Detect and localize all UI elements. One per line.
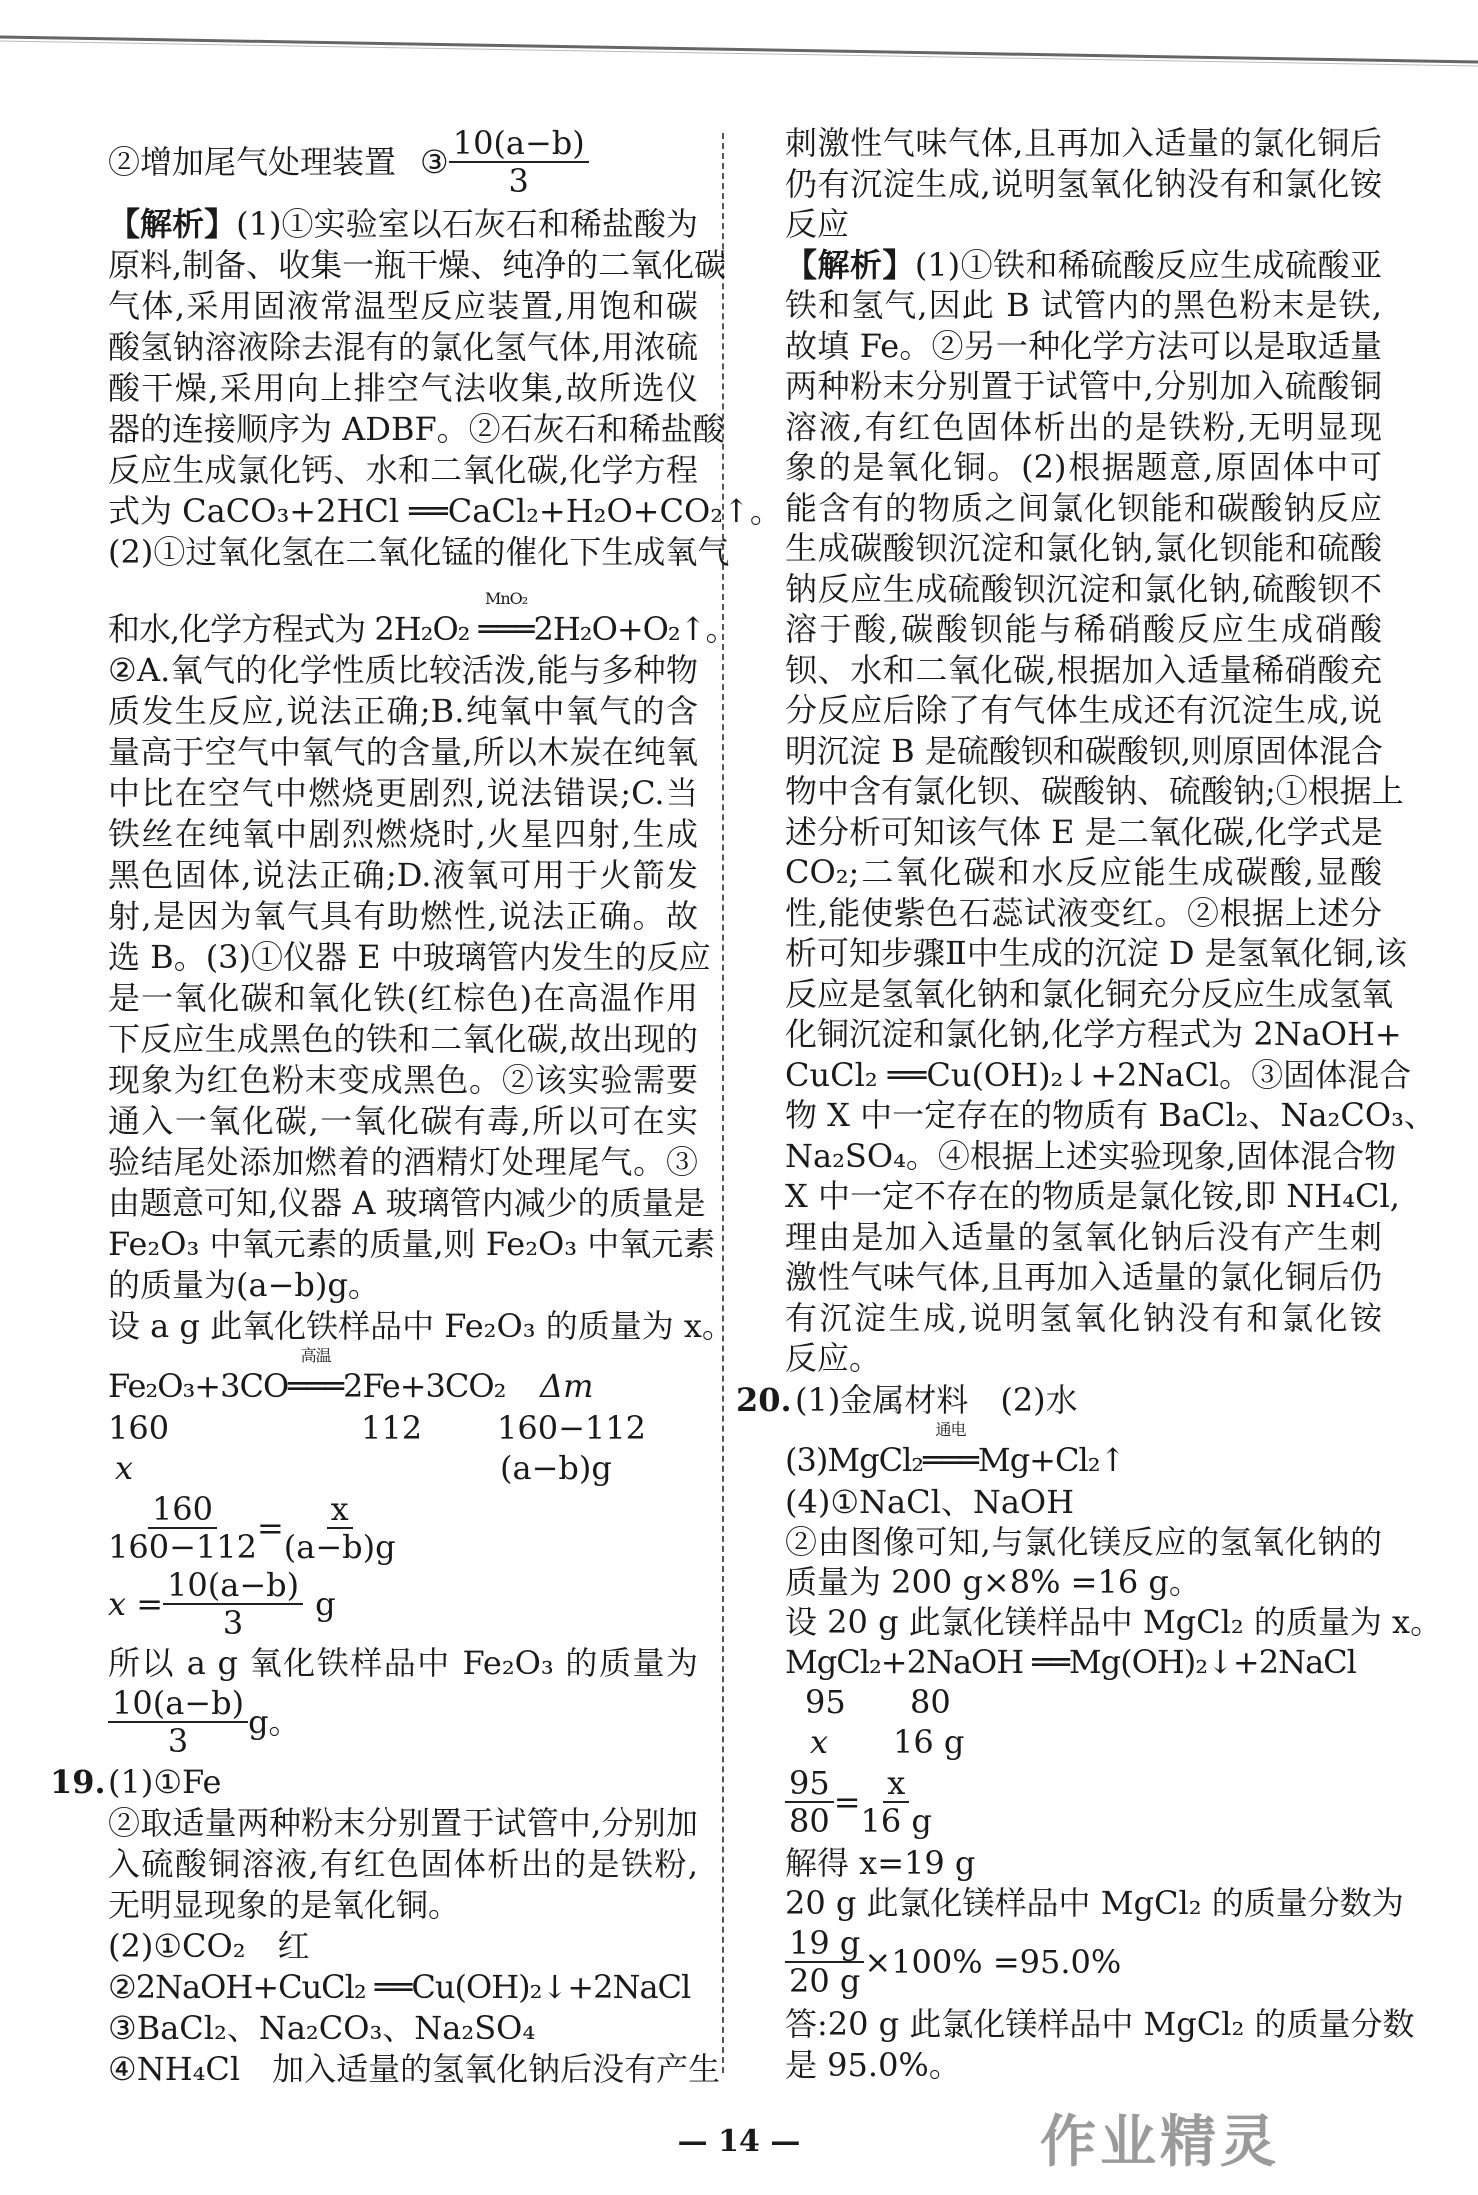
left-analysis-line: 选 B。(3)①仪器 E 中玻璃管内发生的反应 xyxy=(108,938,711,976)
right-analysis-line: CO₂;二氧化碳和水反应能生成碳酸,显酸 xyxy=(785,853,1382,891)
left-analysis-line: 器的连接顺序为 ADBF。②石灰石和稀盐酸 xyxy=(108,410,725,448)
left-analysis-line: 原料,制备、收集一瓶干燥、纯净的二氧化碳 xyxy=(108,246,727,284)
question-number-20: 20. xyxy=(736,1381,792,1419)
left-analysis-line: 中比在空气中燃烧更剧烈,说法错误;C.当 xyxy=(108,774,698,812)
right-analysis-line: X 中一定不存在的物质是氯化铵,即 NH₄Cl, xyxy=(785,1177,1400,1215)
left-analysis-line: 酸氢钠溶液除去混有的氯化氢气体,用浓硫 xyxy=(108,328,698,366)
q20-line: 设 20 g 此氯化镁样品中 MgCl₂ 的质量为 x。 xyxy=(785,1603,1443,1641)
reaction-condition: 通电 xyxy=(935,1420,966,1439)
electrolysis-equation xyxy=(785,1420,1126,1480)
right-analysis-line: 生成碳酸钡沉淀和氯化钠,氯化钡能和硫酸 xyxy=(785,529,1382,567)
left-analysis-line xyxy=(108,589,737,649)
q20-line: MgCl₂+2NaOH ══Mg(OH)₂↓+2NaCl xyxy=(785,1643,1356,1681)
dash: — xyxy=(677,2124,708,2159)
right-analysis-line: 溶于酸,碳酸钡能与稀硝酸反应生成硝酸 xyxy=(785,610,1382,648)
molar-mass-naoh: 80 xyxy=(910,1683,951,1721)
top-answer-circ: ③ xyxy=(420,143,449,181)
right-analysis-line: 钠反应生成硫酸钡沉淀和氯化钠,硫酸钡不 xyxy=(785,569,1382,608)
mass-difference: 160−112 xyxy=(497,1409,646,1447)
right-analysis-line: Na₂SO₄。④根据上述实验现象,固体混合物 xyxy=(785,1136,1397,1175)
q20-line: 解得 x=19 g xyxy=(785,1844,976,1882)
right-analysis-line: 反应。 xyxy=(785,1339,882,1377)
right-analysis-line: CuCl₂ ══Cu(OH)₂↓+2NaCl。③固体混合 xyxy=(785,1055,1412,1094)
molar-mass-fe: 112 xyxy=(361,1409,423,1447)
equals-sign: ═══ xyxy=(923,1441,978,1479)
right-analysis-line: 激性气味气体,且再加入适量的氯化铜后仍 xyxy=(785,1258,1382,1296)
watermark-stamp: 作业精灵 xyxy=(1040,2109,1280,2175)
left-analysis-line: Fe₂O₃ 中氧元素的质量,则 Fe₂O₃ 中氧元素 xyxy=(108,1225,716,1263)
left-analysis-line: 质发生反应,说法正确;B.纯氧中氧气的含 xyxy=(108,692,698,730)
delta-m-label: Δm xyxy=(540,1367,594,1405)
left-analysis-line: 通入一氧化碳,一氧化碳有毒,所以可在实 xyxy=(108,1102,698,1140)
q20-line: ②由图像可知,与氯化镁反应的氢氧化钠的 xyxy=(785,1523,1382,1561)
left-analysis-line xyxy=(108,204,698,244)
fraction-denominator: 3 xyxy=(508,162,529,200)
page-number xyxy=(0,2122,1478,2162)
equation-arrow xyxy=(923,1420,978,1480)
reaction-condition: 高温 xyxy=(300,1346,331,1365)
fraction-numerator: 10(a−b) xyxy=(449,125,589,163)
equation-arrow xyxy=(478,589,534,649)
right-analysis-line: 分反应后除了有气体生成还有沉淀生成,说 xyxy=(785,691,1382,729)
actual-mass-difference: (a−b)g xyxy=(500,1449,612,1487)
fraction-denominator: 16 g xyxy=(860,1802,932,1840)
q19-line: ②2NaOH+CuCl₂ ══Cu(OH)₂↓+2NaCl xyxy=(108,1968,691,2006)
right-analysis-line xyxy=(785,245,1382,285)
unit: g。 xyxy=(248,1703,301,1741)
page-number-value: 14 xyxy=(718,2124,760,2159)
proportion-equation-20 xyxy=(785,1764,932,1840)
fraction-denominator: (a−b)g xyxy=(283,1528,396,1566)
analysis-text: (1)①铁和稀硫酸反应生成硫酸亚 xyxy=(914,245,1382,284)
fraction-denominator: 3 xyxy=(222,1604,244,1642)
equation-text: 和水,化学方程式为 2H₂O₂ xyxy=(108,610,479,648)
right-analysis-line: 化铜沉淀和氯化钠,化学方程式为 2NaOH+ xyxy=(785,1015,1402,1053)
left-analysis-line: 是一氧化碳和氧化铁(红棕色)在高温作用 xyxy=(108,979,698,1017)
left-analysis-line: (2)①过氧化氢在二氧化锰的催化下生成氧气 xyxy=(108,533,730,571)
left-analysis-line: 反应生成氯化钙、水和二氧化碳,化学方程 xyxy=(108,451,698,489)
equals: = xyxy=(256,1509,284,1547)
fraction-denominator: 80 xyxy=(789,1802,830,1840)
q20-line: 质量为 200 g×8% =16 g。 xyxy=(785,1563,1201,1601)
fraction-numerator: 10(a−b) xyxy=(163,1567,303,1605)
unit: g xyxy=(315,1585,336,1623)
x-label: x = xyxy=(108,1585,164,1623)
left-analysis-line: 由题意可知,仪器 A 玻璃管内减少的质量是 xyxy=(108,1184,706,1222)
q19-line: (2)①CO₂ 红 xyxy=(108,1927,310,1965)
analysis-text: (1)①实验室以石灰石和稀盐酸为 xyxy=(236,205,698,243)
left-analysis-line: 下反应生成黑色的铁和二氧化碳,故出现的 xyxy=(108,1020,698,1058)
percentage-calc xyxy=(785,1924,1121,2000)
molar-mass-fe2o3: 160 xyxy=(108,1409,170,1447)
left-analysis-line: 铁丝在纯氧中剧烈燃烧时,火星四射,生成 xyxy=(108,815,698,853)
left-analysis-line: 设 a g 此氧化铁样品中 Fe₂O₃ 的质量为 x。 xyxy=(108,1307,734,1345)
analysis-label: 【解析】 xyxy=(785,245,915,284)
q20-line: (4)①NaCl、NaOH xyxy=(785,1483,1075,1521)
equals: = xyxy=(833,1783,861,1821)
fraction-numerator: 19 g xyxy=(785,1925,864,1963)
fraction-numerator: 160 xyxy=(148,1491,217,1529)
conclusion-line: 所以 a g 氧化铁样品中 Fe₂O₃ 的质量为 xyxy=(108,1644,698,1682)
right-analysis-line: 明沉淀 B 是硫酸钡和碳酸钡,则原固体混合 xyxy=(785,731,1384,770)
equation-reactants: Fe₂O₃+3CO xyxy=(108,1367,289,1405)
right-analysis-line: 理由是加入适量的氢氧化钠后没有产生刺 xyxy=(785,1217,1382,1256)
naoh-mass: 16 g xyxy=(893,1723,965,1761)
question-number-19: 19. xyxy=(50,1763,106,1801)
fraction-numerator: x xyxy=(883,1765,909,1803)
fraction-denominator: 3 xyxy=(167,1722,189,1760)
fraction-numerator: x xyxy=(327,1491,353,1529)
equation-reactants: (3)MgCl₂ xyxy=(785,1441,924,1479)
left-analysis-line: 现象为红色粉末变成黑色。②该实验需要 xyxy=(108,1061,698,1099)
q19-line: 入硫酸铜溶液,有红色固体析出的是铁粉, xyxy=(108,1845,698,1883)
fraction-denominator: 160−112 xyxy=(108,1528,257,1566)
unknown-x: x xyxy=(115,1449,134,1487)
equals-sign: ═══ xyxy=(288,1367,343,1405)
molar-mass-mgcl2: 95 xyxy=(805,1683,846,1721)
right-analysis-line: 述分析可知该气体 E 是二氧化碳,化学式是 xyxy=(785,812,1383,851)
right-analysis-line: 象的是氧化铜。(2)根据题意,原固体中可 xyxy=(785,448,1382,486)
fraction-numerator: 95 xyxy=(785,1765,834,1803)
header-rule xyxy=(0,0,1478,80)
right-analysis-line: 物 X 中一定存在的物质有 BaCl₂、Na₂CO₃、 xyxy=(785,1096,1436,1134)
equation-products: Mg+Cl₂↑ xyxy=(977,1441,1126,1479)
conclusion-fraction xyxy=(108,1684,301,1760)
equation-products: 2H₂O+O₂↑。 xyxy=(533,610,737,648)
equation-products: 2Fe+3CO₂ xyxy=(342,1367,506,1405)
right-analysis-line: 有沉淀生成,说明氢氧化钠没有和氯化铵 xyxy=(785,1298,1382,1337)
reaction-condition: MnO₂ xyxy=(484,589,528,608)
left-analysis-line: 量高于空气中氧气的含量,所以木炭在纯氧 xyxy=(108,733,698,771)
right-analysis-line: 铁和氢气,因此 B 试管内的黑色粉末是铁, xyxy=(785,286,1382,324)
equation-arrow xyxy=(288,1346,343,1406)
top-answer-text: ②增加尾气处理装置 xyxy=(108,143,397,181)
proportion-equation xyxy=(108,1490,396,1566)
q20-line: 是 95.0%。 xyxy=(785,2046,961,2084)
x-solution xyxy=(108,1566,336,1642)
left-analysis-line: 的质量为(a−b)g。 xyxy=(108,1266,380,1304)
left-analysis-line: 气体,采用固液常温型反应装置,用饱和碳 xyxy=(108,287,698,325)
left-analysis-line: 酸干燥,采用向上排空气法收集,故所选仪 xyxy=(108,369,698,407)
right-analysis-line: 性,能使紫色石蕊试液变红。②根据上述分 xyxy=(785,893,1382,932)
left-analysis-line: 黑色固体,说法正确;D.液氧可用于火箭发 xyxy=(108,856,698,894)
right-analysis-line: 反应 xyxy=(785,205,850,243)
analysis-label: 【解析】 xyxy=(108,205,237,243)
top-answer-fraction xyxy=(449,125,589,199)
unknown-x: x xyxy=(810,1723,829,1761)
right-analysis-line: 溶液,有红色固体析出的是铁粉,无明显现 xyxy=(785,407,1382,446)
left-analysis-line: 验结尾处添加燃着的酒精灯处理尾气。③ xyxy=(108,1143,698,1181)
percentage-result: ×100% =95.0% xyxy=(864,1943,1122,1981)
fraction-denominator: 20 g xyxy=(789,1962,861,2000)
left-analysis-line: 射,是因为氧气具有助燃性,说法正确。故 xyxy=(108,897,698,935)
reaction-equation-fe2o3 xyxy=(108,1346,506,1406)
q19-line: ②取适量两种粉末分别置于试管中,分别加 xyxy=(108,1804,698,1842)
right-analysis-line: 两种粉末分别置于试管中,分别加入硫酸铜 xyxy=(785,367,1382,405)
dash: — xyxy=(770,2124,801,2159)
left-analysis-line: 式为 CaCO₃+2HCl ══CaCl₂+H₂O+CO₂↑。 xyxy=(108,492,782,530)
right-analysis-line: 物中含有氯化钡、碳酸钠、硫酸钠;①根据上 xyxy=(785,772,1404,810)
q19-line: ③BaCl₂、Na₂CO₃、Na₂SO₄ xyxy=(108,2009,536,2047)
top-answer xyxy=(108,124,589,200)
right-analysis-line: 刺激性气味气体,且再加入适量的氯化铜后 xyxy=(785,124,1382,162)
q19-line: 无明显现象的是氧化铜。 xyxy=(108,1886,461,1924)
right-analysis-line: 能含有的物质之间氯化钡能和碳酸钠反应 xyxy=(785,488,1382,527)
right-analysis-line: 钡、水和二氧化碳,根据加入适量稀硝酸充 xyxy=(785,650,1382,689)
right-analysis-line: 仍有沉淀生成,说明氢氧化钠没有和氯化铵 xyxy=(785,164,1382,203)
q19-line: ④NH₄Cl 加入适量的氢氧化钠后没有产生 xyxy=(108,2050,721,2088)
right-analysis-line: 故填 Fe。②另一种化学方法可以是取适量 xyxy=(785,326,1382,365)
equals-sign: ═══ xyxy=(478,610,534,648)
fraction-numerator: 10(a−b) xyxy=(108,1685,248,1723)
q20-line: (1)金属材料 (2)水 xyxy=(795,1381,1078,1419)
q20-line: 答:20 g 此氯化镁样品中 MgCl₂ 的质量分数 xyxy=(785,2005,1415,2043)
left-analysis-line: ②A.氧气的化学性质比较活泼,能与多种物 xyxy=(108,651,698,689)
q19-line: (1)①Fe xyxy=(108,1763,222,1801)
q20-line: 20 g 此氯化镁样品中 MgCl₂ 的质量分数为 xyxy=(785,1884,1404,1922)
right-analysis-line: 析可知步骤Ⅱ中生成的沉淀 D 是氢氧化铜,该 xyxy=(785,934,1407,972)
right-analysis-line: 反应是氢氧化钠和氯化铜充分反应生成氢氧 xyxy=(785,974,1394,1013)
